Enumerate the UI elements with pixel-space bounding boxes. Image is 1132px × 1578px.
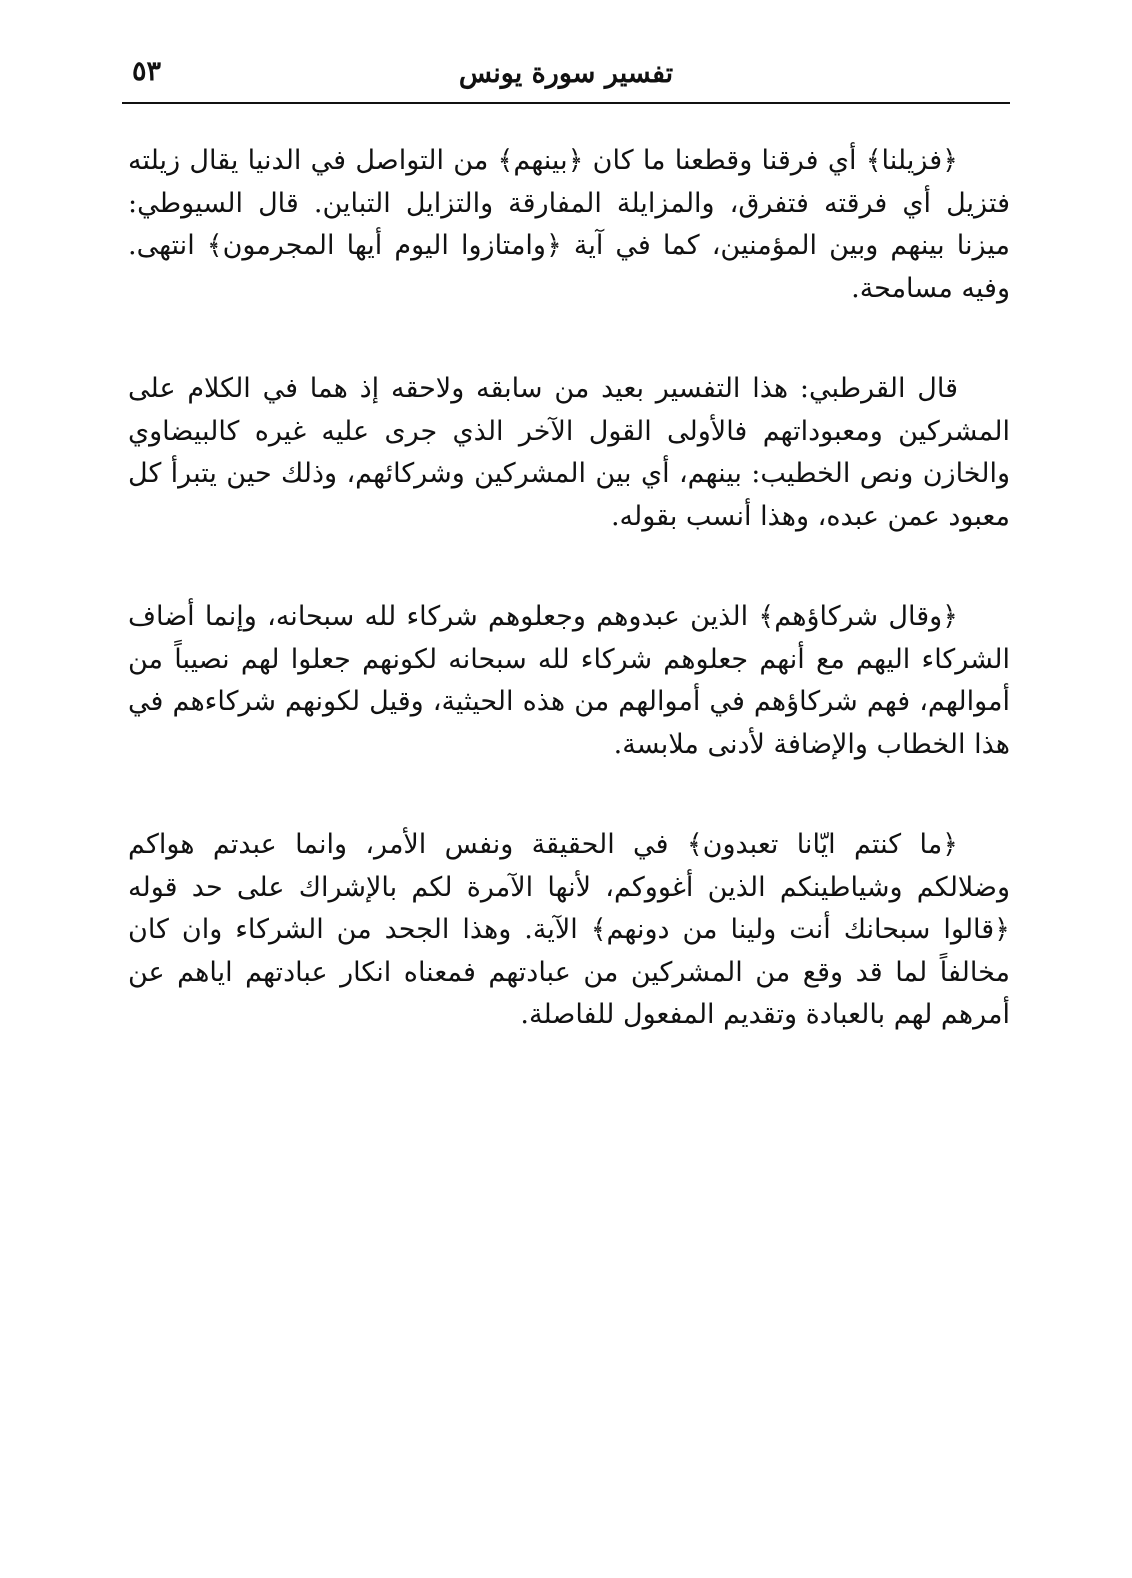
page-number: ٥٣ <box>132 56 162 87</box>
paragraph-1: ﴿فزيلنا﴾ أي فرقنا وقطعنا ما كان ﴿بينهم﴾ من التواصل في الدنيا يقال زيلته فتزيل أي فرقته فتفرق، والمزايلة المفارقة والتزايل التباين. قال السيوطي: ميزنا بينهم وبين المؤمنين، كما في آية ﴿وامتازوا اليوم أيها المجرمون﴾ انتهى. وفيه مسامحة. <box>128 145 1010 304</box>
header-divider <box>122 102 1010 104</box>
paragraph-4: ﴿ما كنتم ايّانا تعبدون﴾ في الحقيقة ونفس الأمر، وانما عبدتم هواكم وضلالكم وشياطينكم الذين أغووكم، لأنها الآمرة لكم بالإشراك على حد قوله ﴿قالوا سبحانك أنت ولينا من دونهم﴾ الآية. وهذا الجحد من الشركاء وان كان مخالفاً لما قد وقع من المشركين من عبادتهم فمعناه انكار عبادتهم اياهم عن أمرهم لهم بالعبادة وتقديم المفعول للفاصلة. <box>128 829 1010 1030</box>
page-body <box>128 140 1010 1095</box>
paragraph-3: ﴿وقال شركاؤهم﴾ الذين عبدوهم وجعلوهم شركاء لله سبحانه، وإنما أضاف الشركاء اليهم مع أنهم جعلوهم شركاء لله سبحانه لكونهم جعلوا لهم نصيباً من أموالهم، فهم شركاؤهم في أموالهم من هذه الحيثية، وقيل لكونهم شركاءهم في هذا الخطاب والإضافة لأدنى ملابسة. <box>128 601 1010 760</box>
header-title: تفسير سورة يونس <box>458 58 674 89</box>
paragraph-2: قال القرطبي: هذا التفسير بعيد من سابقه ولاحقه إذ هما في الكلام على المشركين ومعبوداتهم فالأولى القول الآخر الذي جرى عليه غيره كالبيضاوي والخازن ونص الخطيب: بينهم، أي بين المشركين وشركائهم، وذلك حين يتبرأ كل معبود عمن عبده، وهذا أنسب بقوله. <box>128 373 1010 532</box>
page-header <box>122 52 1010 104</box>
